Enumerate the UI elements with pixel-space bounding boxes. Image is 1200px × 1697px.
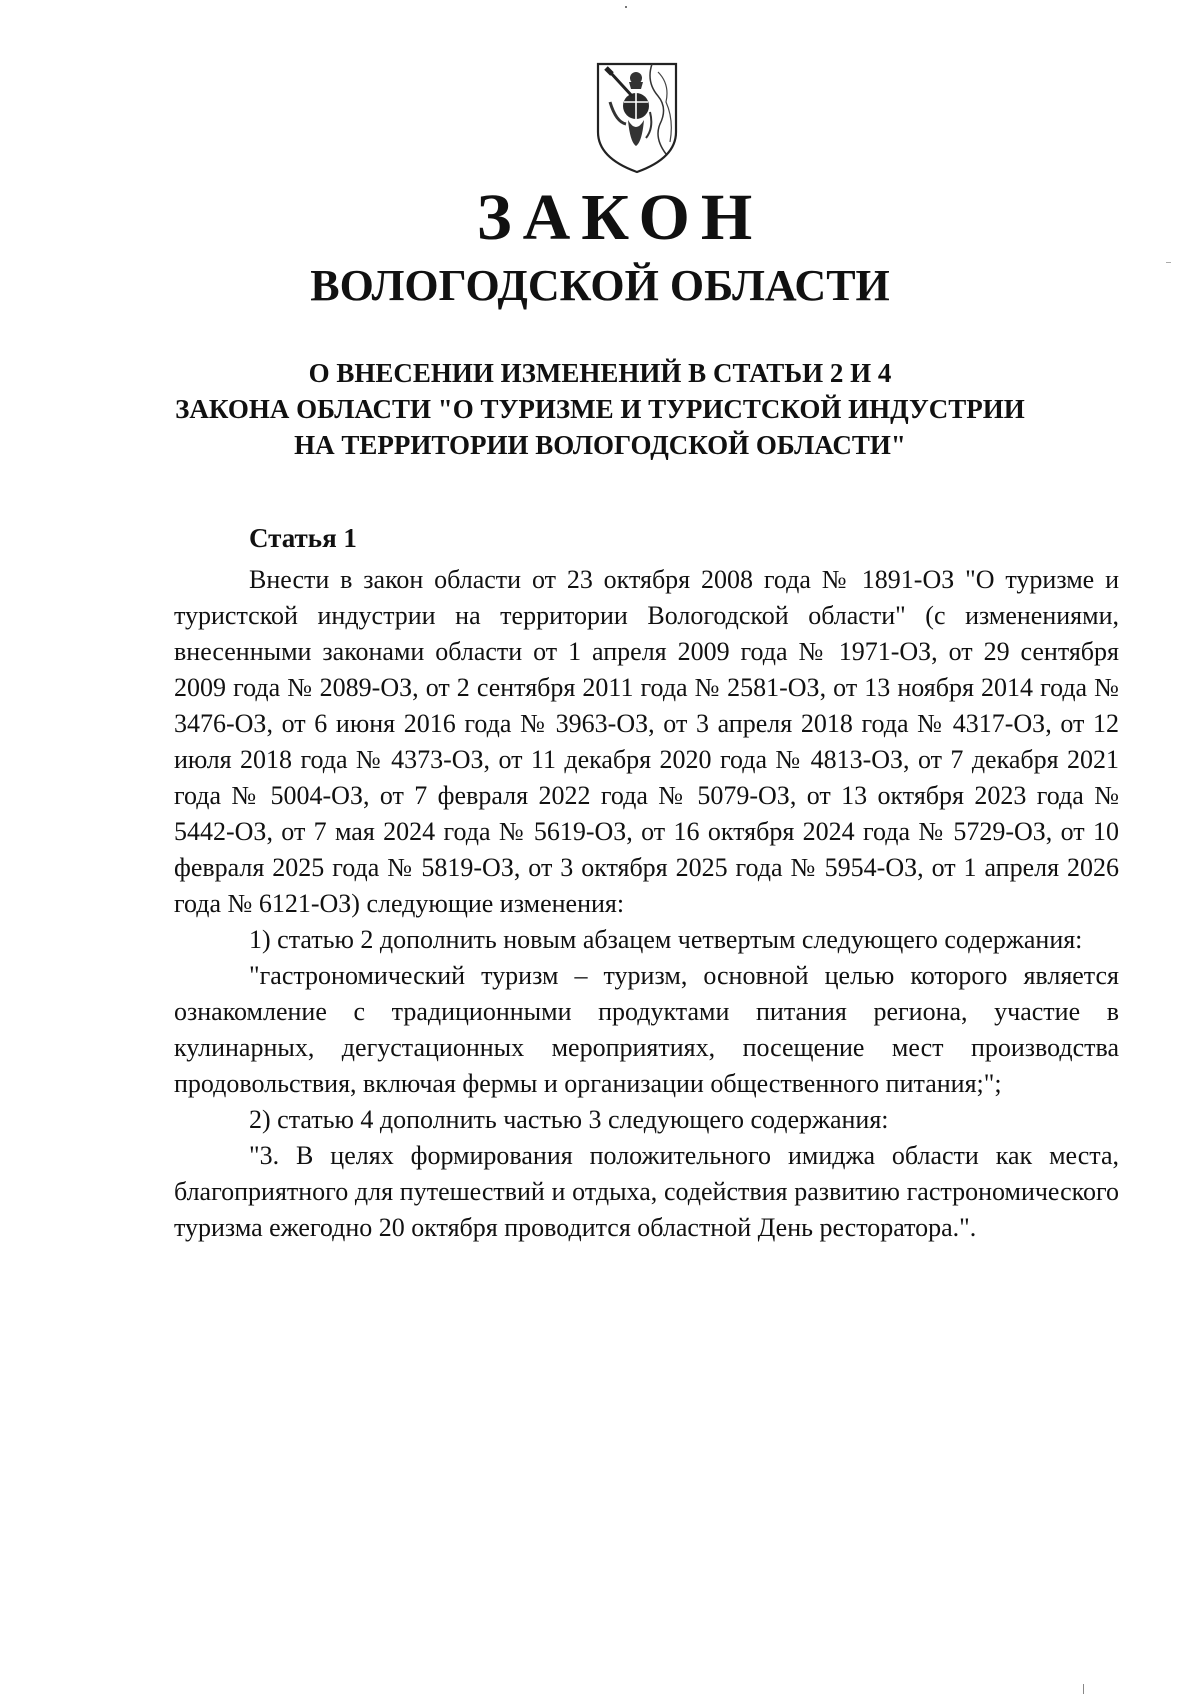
document-subtitle	[150, 355, 1050, 463]
subtitle-line: ЗАКОНА ОБЛАСТИ "О ТУРИЗМЕ И ТУРИСТСКОЙ ИНДУСТРИИ	[175, 394, 1025, 424]
scan-speck	[625, 6, 627, 8]
document-title: ЗАКОН	[476, 181, 764, 254]
paragraph: 2) статью 4 дополнить частью 3 следующего содержания:	[249, 1105, 889, 1134]
scan-mark-bottom	[1083, 1684, 1084, 1694]
paragraph: 1) статью 2 дополнить новым абзацем четвертым следующего содержания:	[249, 925, 1083, 954]
paragraph: "3. В целях формирования положительного имиджа области как места, благоприятного для путешествий и отдыха, содействия развитию гастрономического туризма ежегодно 20 октября проводится областной День ресторатора.".	[174, 1141, 1119, 1242]
article-heading: Статья 1	[249, 523, 357, 553]
subtitle-line: НА ТЕРРИТОРИИ ВОЛОГОДСКОЙ ОБЛАСТИ"	[294, 430, 906, 460]
subtitle-line: О ВНЕСЕНИИ ИЗМЕНЕНИЙ В СТАТЬИ 2 И 4	[308, 358, 892, 388]
document-region: ВОЛОГОДСКОЙ ОБЛАСТИ	[310, 261, 890, 310]
paragraph: Внести в закон области от 23 октября 2008 года № 1891-ОЗ "О туризме и туристской индустрии на территории Вологодской области" (с изменениями, внесенными законами области от 1 апреля 2009 года № 1971-ОЗ, от 29 сентября 2009 года № 2089-ОЗ, от 2 сентября 2011 года № 2581-ОЗ, от 13 ноября 2014 года № 3476-ОЗ, от 6 июня 2016 года № 3963-ОЗ, от 3 апреля 2018 года № 4317-ОЗ, от 12 июля 2018 года № 4373-ОЗ, от 11 декабря 2020 года № 4813-ОЗ, от 7 декабря 2021 года № 5004-ОЗ, от 7 февраля 2022 года № 5079-ОЗ, от 13 октября 2023 года № 5442-ОЗ, от 7 мая 2024 года № 5619-ОЗ, от 16 октября 2024 года № 5729-ОЗ, от 10 февраля 2025 года № 5819-ОЗ, от 3 октября 2025 года № 5954-ОЗ, от 1 апреля 2026 года № 6121-ОЗ) следующие изменения:	[174, 565, 1119, 918]
coat-of-arms-icon	[596, 62, 678, 174]
article-body	[174, 562, 1119, 1246]
paragraph: "гастрономический туризм – туризм, основной целью которого является ознакомление с традиционными продуктами питания региона, участие в кулинарных, дегустационных мероприятиях, посещение мест производства продовольствия, включая фермы и организации общественного питания;";	[174, 961, 1119, 1098]
